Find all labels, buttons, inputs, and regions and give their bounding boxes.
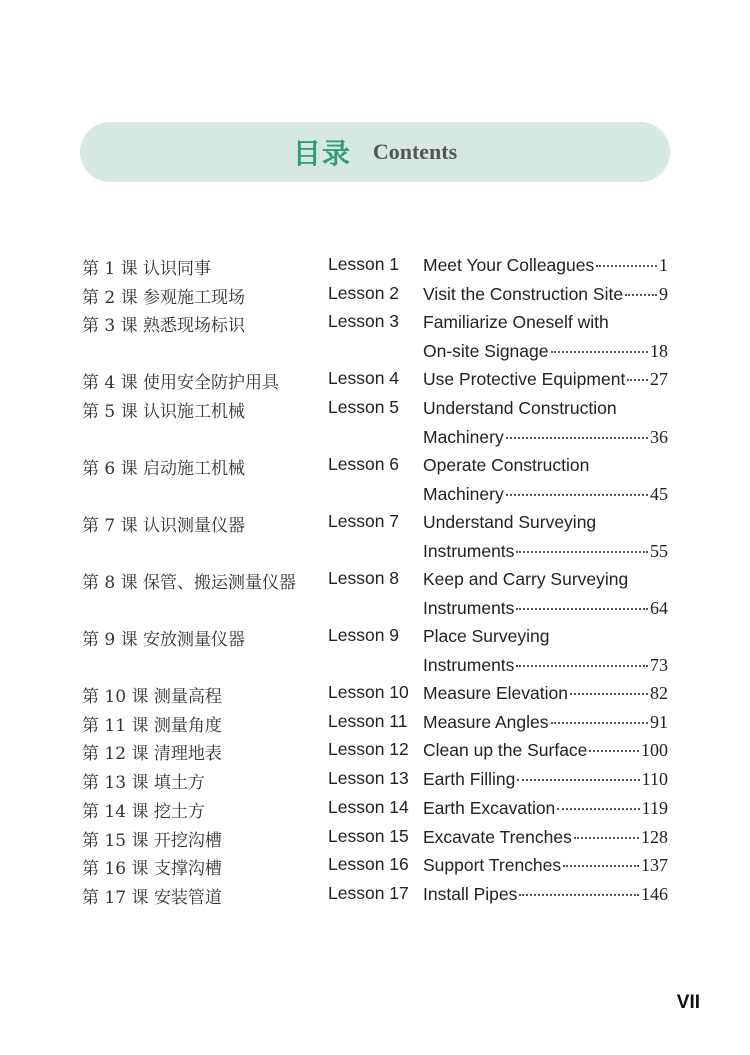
toc-entry[interactable] [82, 250, 672, 279]
toc-entry[interactable] [82, 764, 672, 793]
toc-entry[interactable] [82, 707, 672, 736]
english-title-text: Earth Filling [423, 769, 516, 790]
chinese-lesson-title: 第 1 课 认识同事 [82, 259, 212, 279]
english-lesson-title [423, 568, 668, 625]
chinese-lesson-title: 第 3 课 熟悉现场标识 [82, 316, 246, 337]
english-title-line-1: Keep and Carry Surveying [423, 569, 629, 590]
page-number: 18 [650, 341, 668, 362]
lesson-number: Lesson 13 [328, 768, 409, 789]
english-title-text: Clean up the Surface [423, 740, 588, 761]
dot-leader [563, 865, 639, 867]
page-number: 91 [650, 711, 668, 732]
lesson-number: Lesson 12 [328, 739, 409, 760]
english-title-text: Measure Elevation [423, 683, 568, 704]
toc-entry[interactable] [82, 678, 672, 707]
dot-leader [557, 808, 639, 810]
toc-entry[interactable] [82, 621, 672, 678]
chinese-lesson-title: 第 2 课 参观施工现场 [82, 287, 246, 308]
english-title-text: Instruments [423, 540, 515, 561]
english-title-text: Instruments [423, 597, 515, 618]
english-lesson-title [423, 511, 668, 568]
page-number: 137 [641, 855, 668, 876]
lesson-number: Lesson 9 [328, 625, 400, 646]
lesson-number: Lesson 3 [328, 311, 400, 332]
dot-leader [589, 750, 639, 752]
english-lesson-title [423, 311, 668, 368]
dot-leader [570, 693, 648, 695]
chinese-lesson-title: 第 9 课 安放测量仪器 [82, 630, 246, 651]
dot-leader [574, 837, 639, 839]
contents-banner [80, 122, 670, 182]
english-lesson-title [423, 625, 668, 682]
chinese-lesson-title: 第 5 课 认识施工机械 [82, 402, 246, 423]
english-title-text: Instruments [423, 654, 515, 675]
english-title-text: Measure Angles [423, 711, 549, 732]
page-number: 27 [650, 369, 668, 390]
table-of-contents [82, 250, 672, 908]
toc-entry[interactable] [82, 822, 672, 851]
chinese-lesson-title: 第 4 课 使用安全防护用具 [82, 373, 280, 394]
toc-entry[interactable] [82, 393, 672, 450]
toc-entry[interactable] [82, 793, 672, 822]
lesson-number: Lesson 1 [328, 254, 400, 274]
lesson-number: Lesson 5 [328, 397, 400, 418]
chinese-lesson-title: 第 12 课 清理地表 [82, 744, 222, 765]
english-title-text: Install Pipes [423, 883, 518, 904]
lesson-number: Lesson 6 [328, 454, 400, 475]
page-number: 100 [641, 740, 668, 761]
page-number: 128 [641, 826, 668, 847]
toc-entry[interactable] [82, 879, 672, 908]
lesson-number: Lesson 8 [328, 568, 400, 589]
english-title-line-1: Operate Construction [423, 455, 590, 476]
chinese-lesson-title: 第 13 课 填土方 [82, 773, 205, 794]
page-number: 73 [650, 654, 668, 675]
dot-leader [506, 437, 648, 439]
lesson-number: Lesson 15 [328, 825, 409, 846]
page-number: 110 [641, 769, 668, 790]
english-title-text: Use Protective Equipment [423, 369, 626, 390]
page-number: 64 [650, 597, 668, 618]
lesson-number: Lesson 2 [328, 282, 400, 303]
dot-leader [517, 779, 639, 781]
dot-leader [516, 665, 648, 667]
lesson-number: Lesson 4 [328, 368, 400, 389]
chinese-lesson-title: 第 14 课 挖土方 [82, 801, 205, 822]
toc-entry[interactable] [82, 307, 672, 364]
toc-entry[interactable] [82, 279, 672, 308]
dot-leader [551, 722, 649, 724]
page-number: 146 [641, 883, 668, 904]
chinese-lesson-title: 第 8 课 保管、搬运测量仪器 [82, 573, 297, 594]
chinese-lesson-title: 第 7 课 认识测量仪器 [82, 516, 246, 537]
dot-leader [551, 351, 649, 353]
chinese-lesson-title: 第 6 课 启动施工机械 [82, 459, 246, 480]
page-folio: VII [676, 992, 700, 1013]
title-english: Contents [372, 139, 458, 164]
english-title-text: Meet Your Colleagues [423, 255, 595, 275]
dot-leader [506, 494, 648, 496]
page-number: 45 [650, 483, 668, 504]
lesson-number: Lesson 11 [328, 710, 408, 731]
english-title-line-1: Understand Construction [423, 398, 617, 419]
lesson-number: Lesson 17 [328, 882, 409, 903]
lesson-number: Lesson 14 [328, 796, 409, 817]
english-title-text: Machinery [423, 426, 504, 447]
lesson-number: Lesson 16 [328, 854, 409, 875]
toc-entry[interactable] [82, 507, 672, 564]
dot-leader [516, 551, 648, 553]
english-lesson-title [423, 397, 668, 454]
chinese-lesson-title: 第 17 课 安装管道 [82, 887, 222, 908]
english-title-line-1: Understand Surveying [423, 512, 597, 533]
page-number: 1 [659, 255, 668, 275]
page-number: 119 [641, 797, 668, 818]
page-number: 36 [650, 426, 668, 447]
english-title-line-1: Familiarize Oneself with [423, 312, 609, 333]
english-title-text: Support Trenches [423, 855, 562, 876]
page-number: 9 [659, 283, 668, 304]
english-title-line-1: Place Surveying [423, 626, 550, 647]
english-lesson-title [423, 454, 668, 511]
english-title-text: Earth Excavation [423, 797, 556, 818]
english-title-line [423, 883, 668, 912]
dot-leader [516, 608, 648, 610]
toc-entry[interactable] [82, 850, 672, 879]
english-title-text: Excavate Trenches [423, 826, 572, 847]
page-number: 82 [650, 683, 668, 704]
english-title-text: On-site Signage [423, 341, 549, 362]
english-title-text: Visit the Construction Site [423, 283, 624, 304]
dot-leader [625, 294, 657, 296]
dot-leader [596, 265, 657, 267]
chinese-lesson-title: 第 16 课 支撑沟槽 [82, 859, 222, 880]
title-chinese: 目录 [292, 137, 351, 170]
dot-leader [519, 894, 639, 896]
lesson-number: Lesson 7 [328, 511, 400, 532]
toc-entry[interactable] [82, 564, 672, 621]
lesson-number: Lesson 10 [328, 682, 409, 703]
dot-leader [627, 379, 648, 381]
toc-entry[interactable] [82, 735, 672, 764]
english-title-text: Machinery [423, 483, 504, 504]
toc-entry[interactable] [82, 364, 672, 393]
chinese-lesson-title: 第 11 课 测量角度 [82, 715, 222, 736]
chinese-lesson-title: 第 10 课 测量高程 [82, 687, 222, 708]
chinese-lesson-title: 第 15 课 开挖沟槽 [82, 830, 222, 851]
toc-entry[interactable] [82, 450, 672, 507]
page-number: 55 [650, 540, 668, 561]
english-lesson-title [423, 883, 668, 912]
